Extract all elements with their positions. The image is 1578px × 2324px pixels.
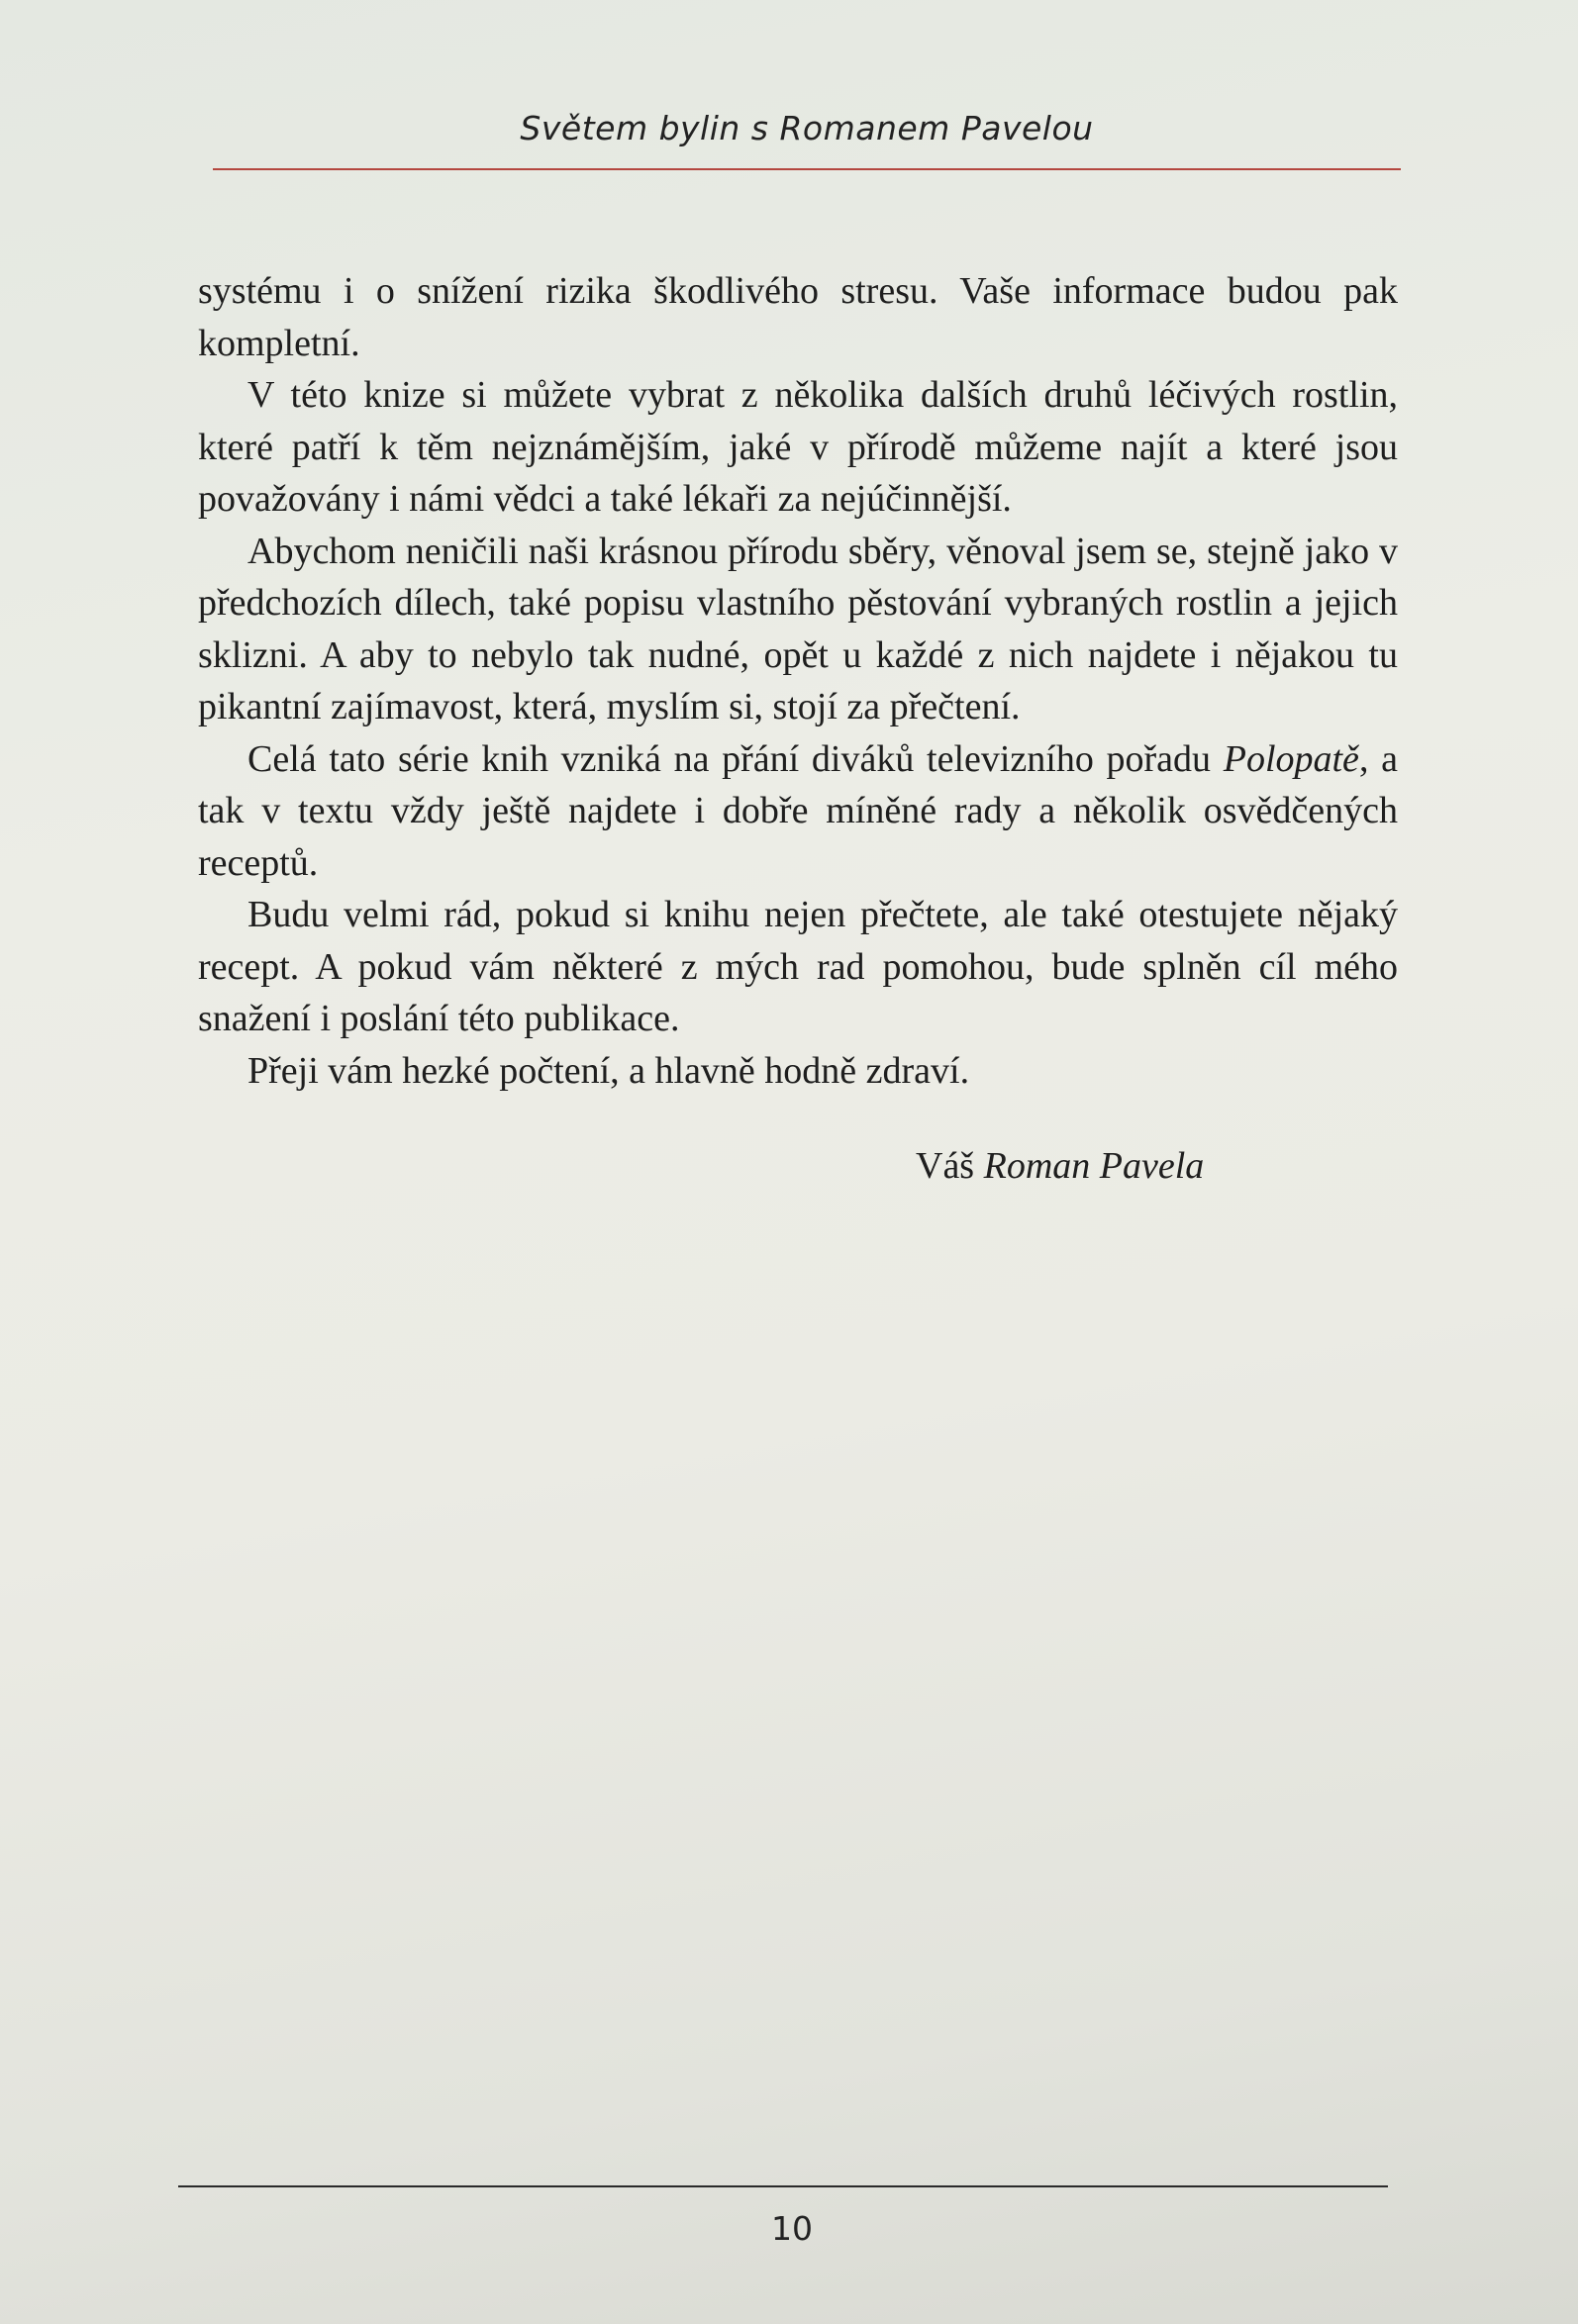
- body-text: [198, 265, 1398, 1097]
- paragraph-text: Celá tato série knih vzniká na přání diváků televizního pořadu: [247, 737, 1224, 780]
- paragraph-text: , a tak v textu vždy ještě najdete i dobře míněné rady a několik osvědčených receptů.: [198, 737, 1398, 884]
- header-rule: [213, 168, 1401, 170]
- paragraph: systému i o snížení rizika škodlivého stresu. Vaše informace budou pak kompletní.: [198, 270, 1398, 364]
- page-number: 10: [771, 2209, 813, 2248]
- running-header: Světem bylin s Romanem Pavelou: [520, 109, 1094, 147]
- show-title: Polopatě: [1223, 737, 1359, 780]
- paragraph: Přeji vám hezké počtení, a hlavně hodně zdraví.: [247, 1049, 970, 1092]
- signature: [916, 1144, 1204, 1188]
- paragraph: Budu velmi rád, pokud si knihu nejen přečtete, ale také otestujete nějaký recept. A pokud vám některé z mých rad pomohou, bude splněn cíl mého snažení i poslání této publikace.: [198, 894, 1398, 1039]
- paragraph: V této knize si můžete vybrat z několika dalších druhů léčivých rostlin, které patří k těm nejznámějším, jaké v přírodě můžeme najít a které jsou považovány i námi vědci a také lékaři za nejúčinnější.: [198, 374, 1398, 520]
- paragraph: [198, 733, 1398, 890]
- signature-prefix: Váš: [916, 1145, 975, 1187]
- signature-name: Roman Pavela: [983, 1145, 1205, 1187]
- footer-rule: [178, 2185, 1388, 2187]
- paragraph: Abychom neničili naši krásnou přírodu sběry, věnoval jsem se, stejně jako v předchozích dílech, také popisu vlastního pěstování vybraných rostlin a jejich sklizni. A aby to nebylo tak nudné, opět u každé z nich najdete i nějakou tu pikantní zajímavost, která, myslím si, stojí za přečtení.: [198, 530, 1398, 727]
